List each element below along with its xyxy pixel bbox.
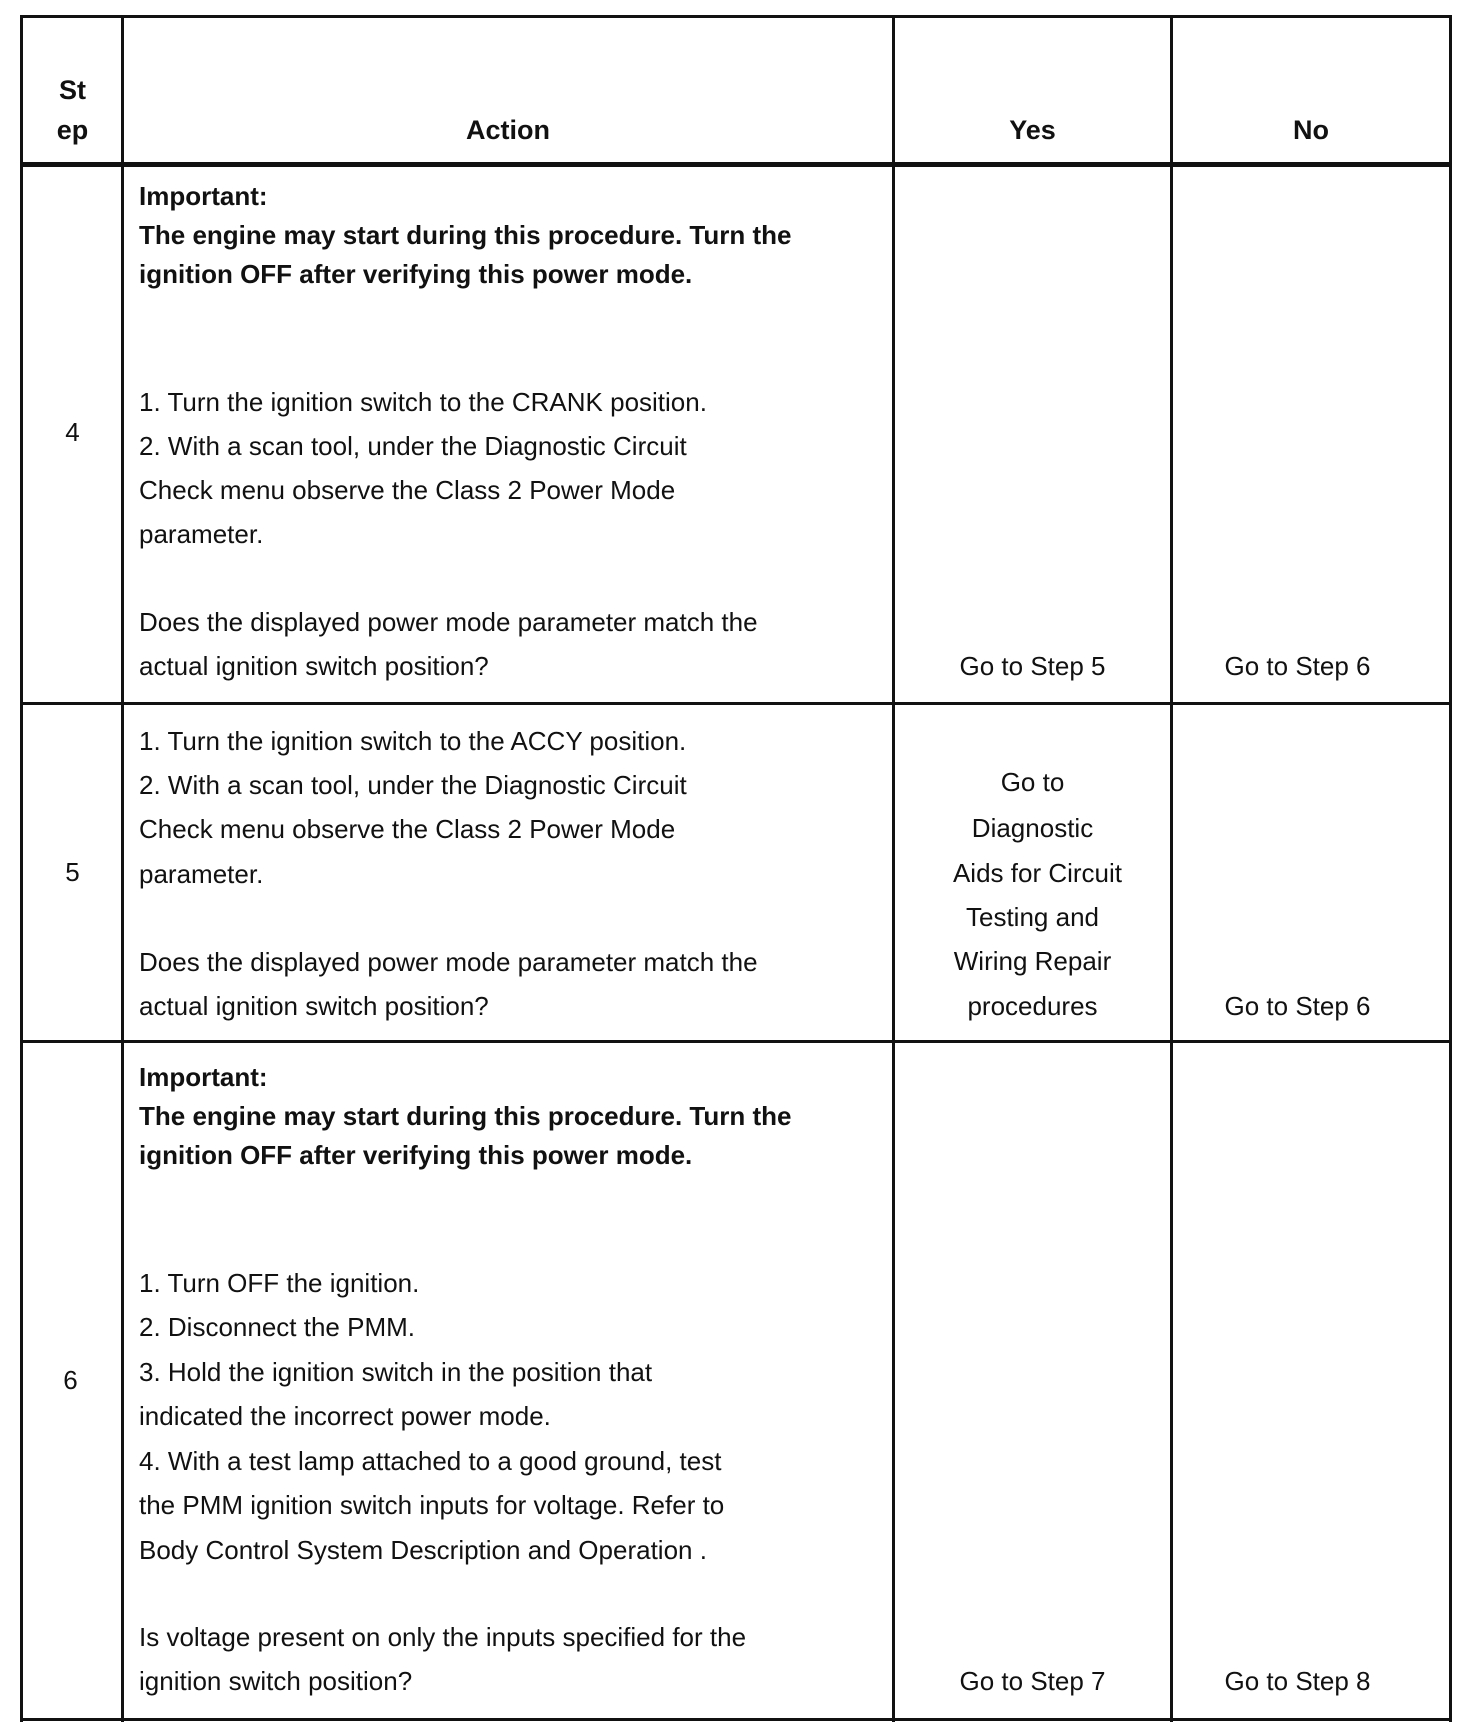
header-step-line: ep [56, 115, 89, 145]
step-number: 6 [63, 1365, 78, 1395]
header-yes: Yes [1009, 115, 1056, 145]
row-divider [20, 702, 1452, 705]
action-line: 1. Turn OFF the ignition. [139, 1268, 420, 1298]
action-line: 2. With a scan tool, under the Diagnostic Circuit [139, 770, 687, 800]
table-border-left [20, 16, 23, 1722]
yes-cell-line: Go to [1000, 767, 1065, 797]
no-cell: Go to Step 8 [1224, 1666, 1371, 1696]
action-line: Check menu observe the Class 2 Power Mode [139, 475, 676, 505]
important-text: ignition OFF after verifying this power mode. [139, 259, 693, 289]
question-line: Does the displayed power mode parameter match the [139, 947, 758, 977]
table-border-top [20, 15, 1452, 18]
question-line: actual ignition switch position? [139, 651, 489, 681]
row-divider [20, 1040, 1452, 1043]
action-line: 1. Turn the ignition switch to the CRANK position. [139, 387, 707, 417]
action-line: indicated the incorrect power mode. [139, 1401, 551, 1431]
action-line: parameter. [139, 519, 264, 549]
important-text: ignition OFF after verifying this power mode. [139, 1140, 693, 1170]
header-action: Action [466, 115, 550, 145]
yes-cell-line: Testing and [966, 902, 1099, 932]
action-line: parameter. [139, 859, 264, 889]
question-line: Does the displayed power mode parameter match the [139, 607, 758, 637]
important-text: The engine may start during this procedure. Turn the [139, 1101, 792, 1131]
action-line: Check menu observe the Class 2 Power Mode [139, 814, 676, 844]
action-line: 2. Disconnect the PMM. [139, 1312, 415, 1342]
table-border-right [1449, 16, 1452, 1722]
action-line: the PMM ignition switch inputs for voltage. Refer to [139, 1490, 725, 1520]
action-line: Body Control System Description and Operation . [139, 1535, 707, 1565]
action-line: 3. Hold the ignition switch in the position that [139, 1357, 653, 1387]
question-line: Is voltage present on only the inputs specified for the [139, 1622, 747, 1652]
header-divider [20, 162, 1452, 167]
table-border-bottom [20, 1718, 1452, 1721]
header-step [24, 70, 121, 150]
no-cell: Go to Step 6 [1224, 991, 1371, 1021]
important-text: The engine may start during this procedure. Turn the [139, 220, 792, 250]
yes-cell: Go to Step 7 [959, 1666, 1106, 1696]
yes-cell-line: Diagnostic [971, 813, 1094, 843]
action-line: 4. With a test lamp attached to a good ground, test [139, 1446, 722, 1476]
no-cell: Go to Step 6 [1224, 651, 1371, 681]
header-no: No [1293, 115, 1329, 145]
column-divider [121, 16, 124, 1722]
header-step-line: St [59, 75, 86, 105]
step-number: 5 [65, 857, 80, 887]
question-line: actual ignition switch position? [139, 991, 489, 1021]
step-number: 4 [65, 417, 80, 447]
action-line: 2. With a scan tool, under the Diagnostic Circuit [139, 431, 687, 461]
yes-cell: Go to Step 5 [959, 651, 1106, 681]
yes-cell-line: Wiring Repair [953, 946, 1112, 976]
question-line: ignition switch position? [139, 1666, 413, 1696]
action-line: 1. Turn the ignition switch to the ACCY position. [139, 726, 687, 756]
important-label: Important: [139, 1062, 268, 1092]
yes-cell-line: Aids for Circuit [952, 858, 1123, 888]
important-label: Important: [139, 181, 268, 211]
yes-cell-line: procedures [967, 991, 1098, 1021]
